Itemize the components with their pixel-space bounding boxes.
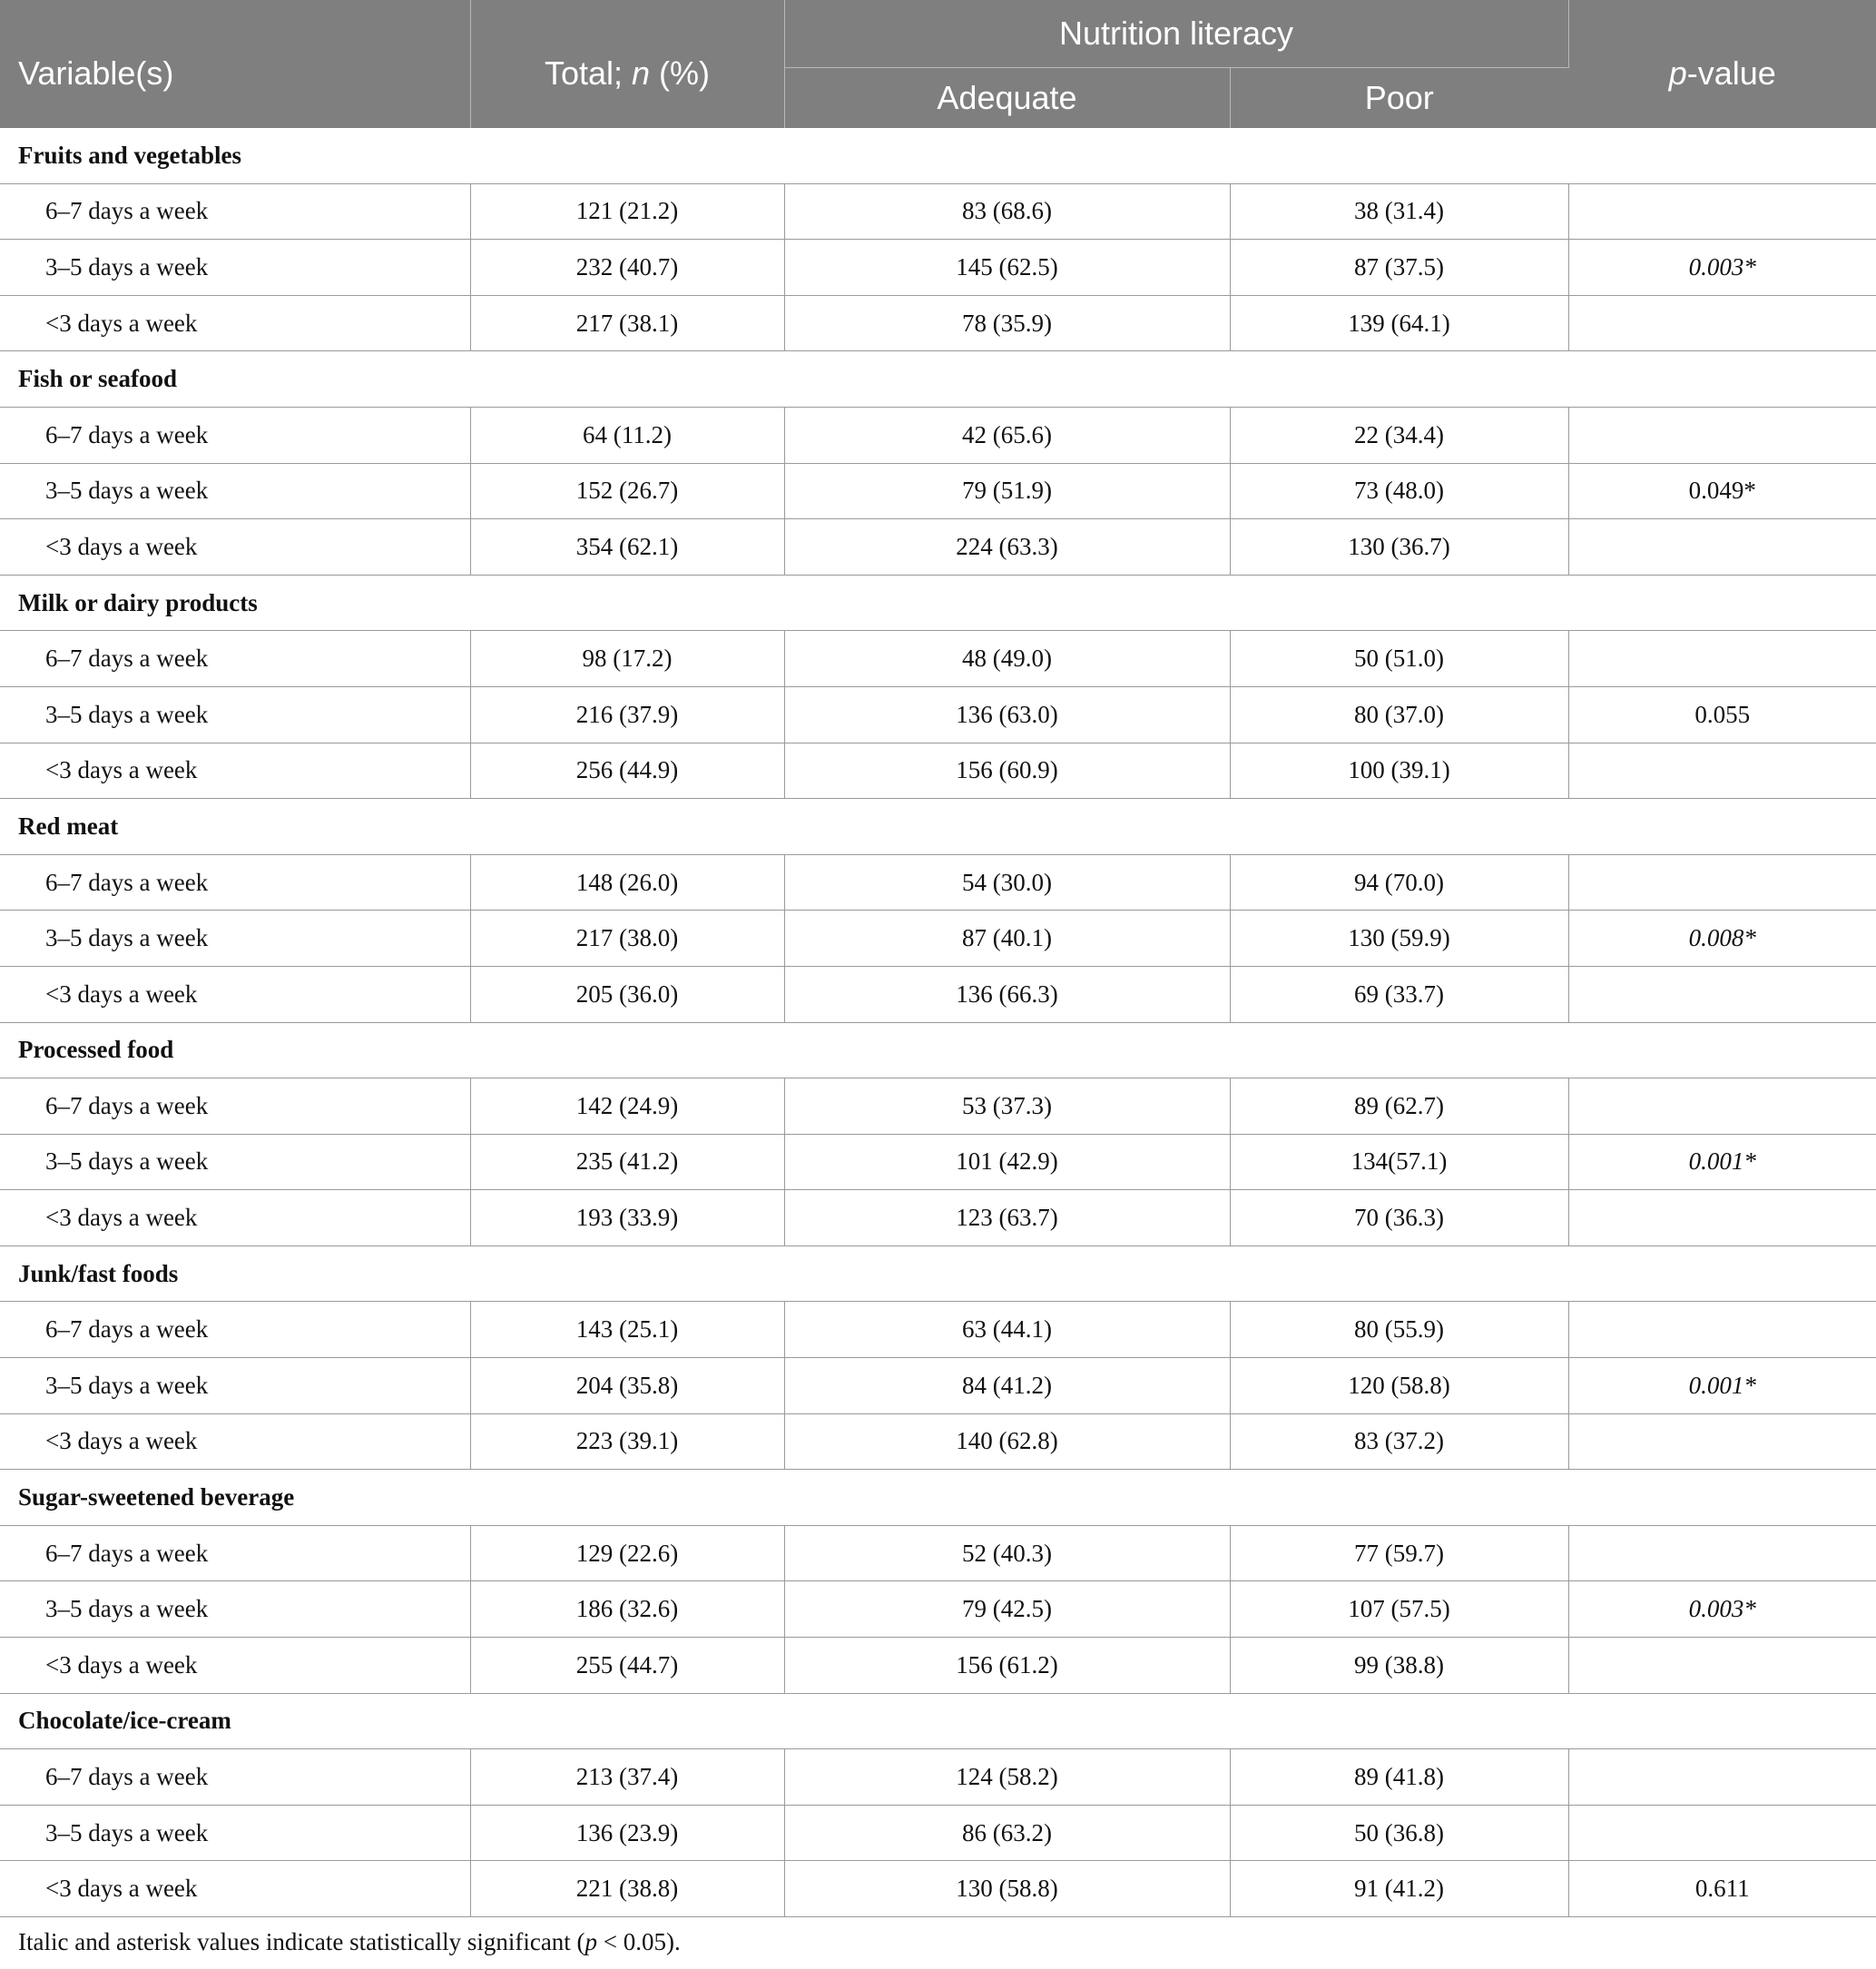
total-cell: 136 (23.9) <box>470 1805 784 1861</box>
group-row <box>0 1693 1876 1749</box>
total-cell: 223 (39.1) <box>470 1413 784 1470</box>
row-label: 6–7 days a week <box>0 1078 470 1135</box>
p-value-cell <box>1568 854 1876 911</box>
total-cell: 256 (44.9) <box>470 743 784 799</box>
row-label: 3–5 days a week <box>0 240 470 296</box>
p-value-cell <box>1568 295 1876 351</box>
p-value-cell <box>1568 631 1876 687</box>
table-row <box>0 966 1876 1022</box>
table-row <box>0 1861 1876 1917</box>
table-header <box>0 0 1876 128</box>
row-label: <3 days a week <box>0 1861 470 1917</box>
adequate-cell: 63 (44.1) <box>784 1302 1230 1358</box>
table-row <box>0 631 1876 687</box>
p-value-cell: 0.003* <box>1568 240 1876 296</box>
group-row <box>0 799 1876 855</box>
p-value-cell <box>1568 966 1876 1022</box>
adequate-cell: 145 (62.5) <box>784 240 1230 296</box>
total-cell: 143 (25.1) <box>470 1302 784 1358</box>
p-value-cell <box>1568 1805 1876 1861</box>
poor-cell: 107 (57.5) <box>1230 1581 1568 1638</box>
row-label: 6–7 days a week <box>0 1302 470 1358</box>
adequate-cell: 79 (51.9) <box>784 463 1230 519</box>
table-row <box>0 1413 1876 1470</box>
group-label: Red meat <box>0 799 1876 855</box>
table-row <box>0 1638 1876 1694</box>
total-cell: 186 (32.6) <box>470 1581 784 1638</box>
adequate-cell: 79 (42.5) <box>784 1581 1230 1638</box>
poor-cell: 139 (64.1) <box>1230 295 1568 351</box>
adequate-cell: 130 (58.8) <box>784 1861 1230 1917</box>
p-value-cell <box>1568 407 1876 463</box>
total-cell: 217 (38.0) <box>470 911 784 967</box>
poor-cell: 50 (51.0) <box>1230 631 1568 687</box>
p-value-cell: 0.001* <box>1568 1134 1876 1190</box>
total-cell: 235 (41.2) <box>470 1134 784 1190</box>
row-label: 6–7 days a week <box>0 854 470 911</box>
p-value-cell <box>1568 519 1876 576</box>
table-row <box>0 183 1876 240</box>
group-label: Chocolate/ice-cream <box>0 1693 1876 1749</box>
total-cell: 193 (33.9) <box>470 1190 784 1246</box>
group-row <box>0 1470 1876 1526</box>
poor-cell: 94 (70.0) <box>1230 854 1568 911</box>
adequate-cell: 54 (30.0) <box>784 854 1230 911</box>
poor-cell: 87 (37.5) <box>1230 240 1568 296</box>
table-row <box>0 854 1876 911</box>
total-cell: 217 (38.1) <box>470 295 784 351</box>
adequate-cell: 84 (41.2) <box>784 1358 1230 1414</box>
poor-cell: 69 (33.7) <box>1230 966 1568 1022</box>
row-label: 3–5 days a week <box>0 463 470 519</box>
adequate-cell: 136 (66.3) <box>784 966 1230 1022</box>
row-label: 3–5 days a week <box>0 1805 470 1861</box>
row-label: 3–5 days a week <box>0 686 470 743</box>
row-label: 3–5 days a week <box>0 1358 470 1414</box>
adequate-cell: 42 (65.6) <box>784 407 1230 463</box>
poor-cell: 73 (48.0) <box>1230 463 1568 519</box>
row-label: <3 days a week <box>0 1413 470 1470</box>
total-cell: 213 (37.4) <box>470 1749 784 1806</box>
poor-cell: 89 (41.8) <box>1230 1749 1568 1806</box>
table-row <box>0 911 1876 967</box>
row-label: 3–5 days a week <box>0 1134 470 1190</box>
poor-cell: 130 (36.7) <box>1230 519 1568 576</box>
poor-cell: 100 (39.1) <box>1230 743 1568 799</box>
adequate-cell: 101 (42.9) <box>784 1134 1230 1190</box>
table-row <box>0 1581 1876 1638</box>
table-row <box>0 519 1876 576</box>
p-value-cell: 0.008* <box>1568 911 1876 967</box>
table-row <box>0 407 1876 463</box>
table-row <box>0 1525 1876 1581</box>
poor-cell: 89 (62.7) <box>1230 1078 1568 1135</box>
row-label: 3–5 days a week <box>0 911 470 967</box>
p-value-cell <box>1568 1749 1876 1806</box>
header-adequate: Adequate <box>784 68 1230 129</box>
group-label: Fruits and vegetables <box>0 128 1876 183</box>
header-total: Total; n (%) <box>470 0 784 128</box>
total-cell: 152 (26.7) <box>470 463 784 519</box>
table-row <box>0 1302 1876 1358</box>
poor-cell: 38 (31.4) <box>1230 183 1568 240</box>
p-value-cell <box>1568 743 1876 799</box>
adequate-cell: 86 (63.2) <box>784 1805 1230 1861</box>
p-value-cell <box>1568 1525 1876 1581</box>
p-value-cell: 0.049* <box>1568 463 1876 519</box>
poor-cell: 70 (36.3) <box>1230 1190 1568 1246</box>
table-row <box>0 686 1876 743</box>
table-row <box>0 743 1876 799</box>
total-cell: 98 (17.2) <box>470 631 784 687</box>
table-body <box>0 128 1876 1917</box>
adequate-cell: 136 (63.0) <box>784 686 1230 743</box>
adequate-cell: 123 (63.7) <box>784 1190 1230 1246</box>
total-cell: 216 (37.9) <box>470 686 784 743</box>
table-row <box>0 1078 1876 1135</box>
row-label: <3 days a week <box>0 743 470 799</box>
poor-cell: 80 (37.0) <box>1230 686 1568 743</box>
adequate-cell: 124 (58.2) <box>784 1749 1230 1806</box>
group-label: Sugar-sweetened beverage <box>0 1470 1876 1526</box>
adequate-cell: 156 (60.9) <box>784 743 1230 799</box>
row-label: 6–7 days a week <box>0 1749 470 1806</box>
total-cell: 129 (22.6) <box>470 1525 784 1581</box>
p-value-cell: 0.001* <box>1568 1358 1876 1414</box>
row-label: 6–7 days a week <box>0 407 470 463</box>
group-row <box>0 575 1876 631</box>
total-cell: 205 (36.0) <box>470 966 784 1022</box>
group-label: Junk/fast foods <box>0 1245 1876 1302</box>
poor-cell: 77 (59.7) <box>1230 1525 1568 1581</box>
table-row <box>0 295 1876 351</box>
adequate-cell: 52 (40.3) <box>784 1525 1230 1581</box>
total-cell: 64 (11.2) <box>470 407 784 463</box>
table-row <box>0 1134 1876 1190</box>
group-label: Milk or dairy products <box>0 575 1876 631</box>
p-value-cell: 0.003* <box>1568 1581 1876 1638</box>
row-label: 6–7 days a week <box>0 1525 470 1581</box>
table-row <box>0 240 1876 296</box>
group-row <box>0 128 1876 183</box>
p-value-cell <box>1568 1078 1876 1135</box>
group-label: Fish or seafood <box>0 351 1876 408</box>
p-value-cell <box>1568 1638 1876 1694</box>
group-row <box>0 1022 1876 1078</box>
row-label: <3 days a week <box>0 295 470 351</box>
p-value-cell <box>1568 1190 1876 1246</box>
table-row <box>0 1805 1876 1861</box>
total-cell: 255 (44.7) <box>470 1638 784 1694</box>
p-value-cell <box>1568 1302 1876 1358</box>
row-label: <3 days a week <box>0 519 470 576</box>
poor-cell: 134(57.1) <box>1230 1134 1568 1190</box>
poor-cell: 83 (37.2) <box>1230 1413 1568 1470</box>
poor-cell: 22 (34.4) <box>1230 407 1568 463</box>
total-cell: 142 (24.9) <box>470 1078 784 1135</box>
row-label: 6–7 days a week <box>0 631 470 687</box>
table-row <box>0 463 1876 519</box>
row-label: 3–5 days a week <box>0 1581 470 1638</box>
row-label: <3 days a week <box>0 1190 470 1246</box>
p-value-cell <box>1568 1413 1876 1470</box>
row-label: <3 days a week <box>0 966 470 1022</box>
adequate-cell: 140 (62.8) <box>784 1413 1230 1470</box>
adequate-cell: 48 (49.0) <box>784 631 1230 687</box>
poor-cell: 99 (38.8) <box>1230 1638 1568 1694</box>
total-cell: 121 (21.2) <box>470 183 784 240</box>
header-poor: Poor <box>1230 68 1568 129</box>
poor-cell: 80 (55.9) <box>1230 1302 1568 1358</box>
poor-cell: 120 (58.8) <box>1230 1358 1568 1414</box>
poor-cell: 91 (41.2) <box>1230 1861 1568 1917</box>
p-value-cell: 0.611 <box>1568 1861 1876 1917</box>
table-row <box>0 1358 1876 1414</box>
total-cell: 232 (40.7) <box>470 240 784 296</box>
table-row <box>0 1749 1876 1806</box>
table-footnote: Italic and asterisk values indicate statistically significant (p < 0.05). <box>18 1928 681 1955</box>
group-row <box>0 1245 1876 1302</box>
total-cell: 204 (35.8) <box>470 1358 784 1414</box>
adequate-cell: 224 (63.3) <box>784 519 1230 576</box>
group-row <box>0 351 1876 408</box>
row-label: 6–7 days a week <box>0 183 470 240</box>
adequate-cell: 87 (40.1) <box>784 911 1230 967</box>
table-row <box>0 1190 1876 1246</box>
header-variables: Variable(s) <box>0 0 470 128</box>
total-cell: 354 (62.1) <box>470 519 784 576</box>
p-value-cell: 0.055 <box>1568 686 1876 743</box>
p-value-cell <box>1568 183 1876 240</box>
poor-cell: 130 (59.9) <box>1230 911 1568 967</box>
adequate-cell: 53 (37.3) <box>784 1078 1230 1135</box>
adequate-cell: 78 (35.9) <box>784 295 1230 351</box>
adequate-cell: 83 (68.6) <box>784 183 1230 240</box>
adequate-cell: 156 (61.2) <box>784 1638 1230 1694</box>
row-label: <3 days a week <box>0 1638 470 1694</box>
poor-cell: 50 (36.8) <box>1230 1805 1568 1861</box>
header-nutrition-literacy: Nutrition literacy <box>784 0 1568 68</box>
group-label: Processed food <box>0 1022 1876 1078</box>
total-cell: 221 (38.8) <box>470 1861 784 1917</box>
header-p-value: p-value <box>1568 0 1876 128</box>
total-cell: 148 (26.0) <box>470 854 784 911</box>
